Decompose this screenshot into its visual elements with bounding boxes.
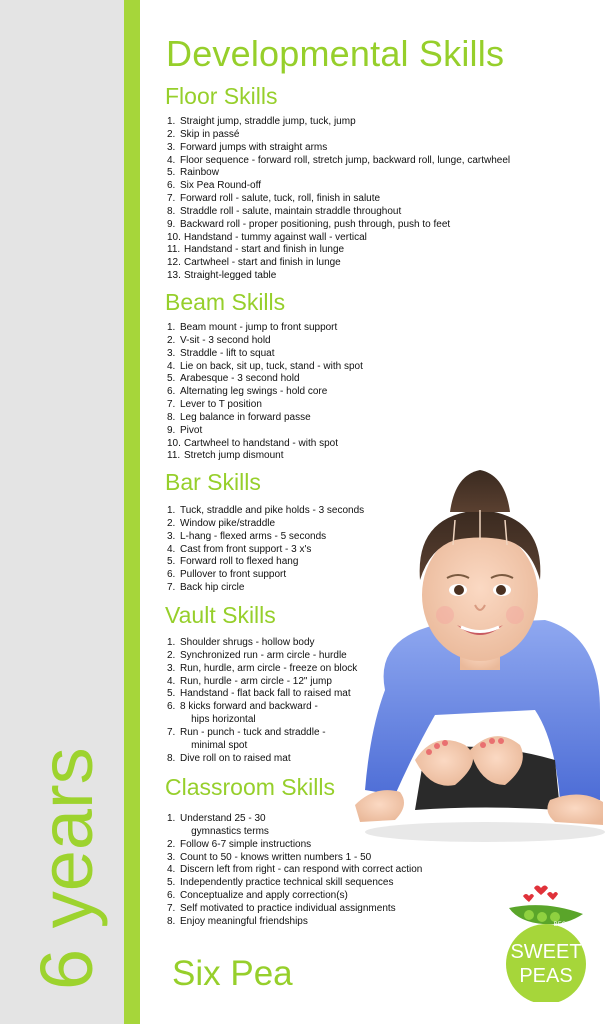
skill-item	[167, 116, 510, 129]
age-label: 6 years	[25, 747, 108, 990]
skill-number: 4.	[167, 154, 176, 166]
skill-number: 6.	[167, 569, 176, 581]
skill-number: 8.	[167, 411, 176, 423]
skill-item	[167, 727, 357, 753]
sweet-peas-logo	[505, 880, 587, 1002]
skill-text: Beam mount - jump to front support	[180, 322, 338, 333]
skill-text: Arabesque - 3 second hold	[180, 373, 300, 385]
skill-item	[167, 676, 357, 689]
skill-item	[167, 257, 510, 270]
skill-text: Follow 6-7 simple instructions	[180, 838, 312, 850]
skill-item	[167, 544, 364, 557]
skill-text: Forward jumps with straight arms	[180, 141, 328, 153]
skill-text: Forward roll - salute, tuck, roll, finish in salute	[180, 193, 381, 205]
skill-item	[167, 335, 363, 348]
skill-number: 10.	[167, 437, 181, 449]
skill-number: 2.	[167, 838, 176, 850]
skill-text: Window pike/straddle	[180, 517, 276, 529]
skill-number: 3.	[167, 662, 176, 674]
skill-number: 5.	[167, 688, 176, 700]
skill-item	[167, 582, 364, 595]
skill-item	[167, 412, 363, 425]
skill-number: 5.	[167, 373, 176, 385]
skill-text: Run - punch - tuck and straddle - minimal spot	[180, 726, 326, 751]
skill-text: Lie on back, sit up, tuck, stand - with spot	[180, 360, 363, 372]
bar-skills-list	[167, 505, 364, 595]
skill-number: 11.	[167, 244, 181, 256]
beam-skills-list	[167, 322, 363, 463]
page-title: Developmental Skills	[166, 33, 505, 74]
skill-item	[167, 518, 364, 531]
skill-item	[167, 219, 510, 232]
skill-number: 8.	[167, 752, 176, 764]
skill-item	[167, 155, 510, 168]
skill-text: Lever to T position	[180, 399, 262, 411]
skill-item	[167, 852, 422, 865]
skill-item	[167, 903, 422, 916]
section-title-floor: Floor Skills	[165, 83, 278, 109]
left-accent-bar	[124, 0, 140, 1024]
skill-item	[167, 663, 357, 676]
skill-number: 11.	[167, 450, 181, 462]
skill-number: 6.	[167, 386, 176, 398]
skill-text: Count to 50 - knows written numbers 1 - 50	[180, 851, 372, 863]
skill-text: Synchronized run - arm circle - hurdle	[180, 649, 347, 661]
skill-text: Leg balance in forward passe	[180, 411, 311, 423]
skill-item	[167, 399, 363, 412]
skill-item	[167, 373, 363, 386]
skill-item	[167, 129, 510, 142]
skill-text: Straight jump, straddle jump, tuck, jump	[180, 116, 356, 127]
skill-text: Enjoy meaningful friendships	[180, 915, 308, 927]
skill-item	[167, 650, 357, 663]
skill-text: Conceptualize and apply correction(s)	[180, 890, 348, 902]
skill-number: 2.	[167, 334, 176, 346]
skill-text: Handstand - start and finish in lunge	[184, 244, 345, 256]
skill-item	[167, 916, 422, 929]
skill-text: Straight-legged table	[184, 270, 277, 282]
skill-item	[167, 438, 363, 451]
skill-item	[167, 877, 422, 890]
skill-text: Understand 25 - 30 gymnastics terms	[180, 813, 269, 837]
skill-number: 1.	[167, 637, 176, 648]
skill-text: Straddle - lift to squat	[180, 347, 275, 359]
skill-number: 4.	[167, 864, 176, 876]
skill-text: Stretch jump dismount	[184, 450, 284, 462]
skill-text: Run, hurdle, arm circle - freeze on block	[180, 662, 358, 674]
skill-number: 2.	[167, 517, 176, 529]
skill-number: 5.	[167, 556, 176, 568]
logo-text-sweet: SWEET	[510, 941, 582, 963]
skill-item	[167, 505, 364, 518]
skill-text: Run, hurdle - arm circle - 12" jump	[180, 675, 332, 687]
skill-text: Shoulder shrugs - hollow body	[180, 637, 315, 648]
vault-skills-list	[167, 637, 357, 765]
skill-text: Tuck, straddle and pike holds - 3 seconds	[180, 505, 365, 516]
skill-item	[167, 206, 510, 219]
skill-number: 12.	[167, 257, 181, 269]
skill-number: 5.	[167, 877, 176, 889]
skill-text: Straddle roll - salute, maintain straddle throughout	[180, 205, 402, 217]
skill-number: 7.	[167, 193, 176, 205]
skill-number: 9.	[167, 424, 176, 436]
skill-text: Cartwheel - start and finish in lunge	[184, 257, 341, 269]
skill-number: 6.	[167, 890, 176, 902]
skill-item	[167, 425, 363, 438]
skill-number: 3.	[167, 851, 176, 863]
skill-number: 7.	[167, 726, 176, 738]
gymnast-photo	[355, 460, 607, 850]
skill-item	[167, 142, 510, 155]
skill-text: L-hang - flexed arms - 5 seconds	[180, 530, 327, 542]
logo-text-peas: PEAS	[519, 965, 573, 987]
skill-number: 13.	[167, 270, 181, 282]
skill-text: Cartwheel to handstand - with spot	[184, 437, 338, 449]
skill-item	[167, 688, 357, 701]
skill-text: Handstand - tummy against wall - vertical	[184, 231, 367, 243]
skill-item	[167, 180, 510, 193]
skill-number: 1.	[167, 813, 176, 824]
skill-number: 6.	[167, 180, 176, 192]
skill-number: 7.	[167, 399, 176, 411]
skill-number: 4.	[167, 675, 176, 687]
skill-text: Self motivated to practice individual assignments	[180, 902, 396, 914]
skill-text: Cast from front support - 3 x's	[180, 543, 312, 555]
skill-item	[167, 322, 363, 335]
skill-item	[167, 348, 363, 361]
skill-number: 8.	[167, 205, 176, 217]
skill-item	[167, 637, 357, 650]
skill-item	[167, 361, 363, 374]
skill-text: Pivot	[180, 424, 203, 436]
skill-number: 10.	[167, 231, 181, 243]
skill-number: 3.	[167, 530, 176, 542]
skill-item	[167, 193, 510, 206]
skill-text: 8 kicks forward and backward - hips horizontal	[180, 701, 318, 726]
section-title-classroom: Classroom Skills	[165, 774, 335, 800]
skill-text: Independently practice technical skill sequences	[180, 877, 394, 889]
skill-number: 3.	[167, 347, 176, 359]
skill-text: Pullover to front support	[180, 569, 287, 581]
skill-number: 4.	[167, 360, 176, 372]
section-title-vault: Vault Skills	[165, 602, 276, 628]
skill-text: Skip in passé	[180, 128, 240, 140]
skill-text: Discern left from right - can respond with correct action	[180, 864, 423, 876]
skill-text: Back hip circle	[180, 582, 245, 594]
skill-item	[167, 167, 510, 180]
skill-text: Six Pea Round-off	[180, 180, 261, 192]
skill-item	[167, 753, 357, 766]
skill-item	[167, 701, 357, 727]
skill-item	[167, 270, 510, 283]
skill-text: Rainbow	[180, 167, 219, 179]
skill-number: 3.	[167, 141, 176, 153]
skill-text: V-sit - 3 second hold	[180, 334, 271, 346]
skill-number: 6.	[167, 701, 176, 713]
skill-text: Handstand - flat back fall to raised mat	[180, 688, 351, 700]
logo-tag: BEGIN	[553, 922, 573, 928]
skill-item	[167, 244, 510, 257]
skill-number: 5.	[167, 167, 176, 179]
section-title-bar: Bar Skills	[165, 469, 261, 495]
skill-number: 8.	[167, 915, 176, 927]
skill-item	[167, 864, 422, 877]
skill-number: 1.	[167, 505, 176, 516]
skill-number: 1.	[167, 116, 176, 127]
skill-text: Floor sequence - forward roll, stretch jump, backward roll, lunge, cartwheel	[180, 154, 511, 166]
level-name: Six Pea	[172, 954, 293, 993]
skill-number: 7.	[167, 582, 176, 594]
skill-text: Forward roll to flexed hang	[180, 556, 299, 568]
skill-number: 1.	[167, 322, 176, 333]
skill-item	[167, 890, 422, 903]
skill-text: Alternating leg swings - hold core	[180, 386, 328, 398]
skill-item	[167, 556, 364, 569]
skill-item	[167, 232, 510, 245]
skill-item	[167, 569, 364, 582]
skill-number: 4.	[167, 543, 176, 555]
skill-text: Backward roll - proper positioning, push through, push to feet	[180, 218, 451, 230]
skill-item	[167, 531, 364, 544]
skill-number: 9.	[167, 218, 176, 230]
skill-item	[167, 450, 363, 463]
skill-number: 7.	[167, 902, 176, 914]
section-title-beam: Beam Skills	[165, 289, 286, 315]
skill-item	[167, 386, 363, 399]
floor-skills-list	[167, 116, 510, 283]
skill-number: 2.	[167, 649, 176, 661]
skill-text: Dive roll on to raised mat	[180, 752, 291, 764]
skill-number: 2.	[167, 128, 176, 140]
